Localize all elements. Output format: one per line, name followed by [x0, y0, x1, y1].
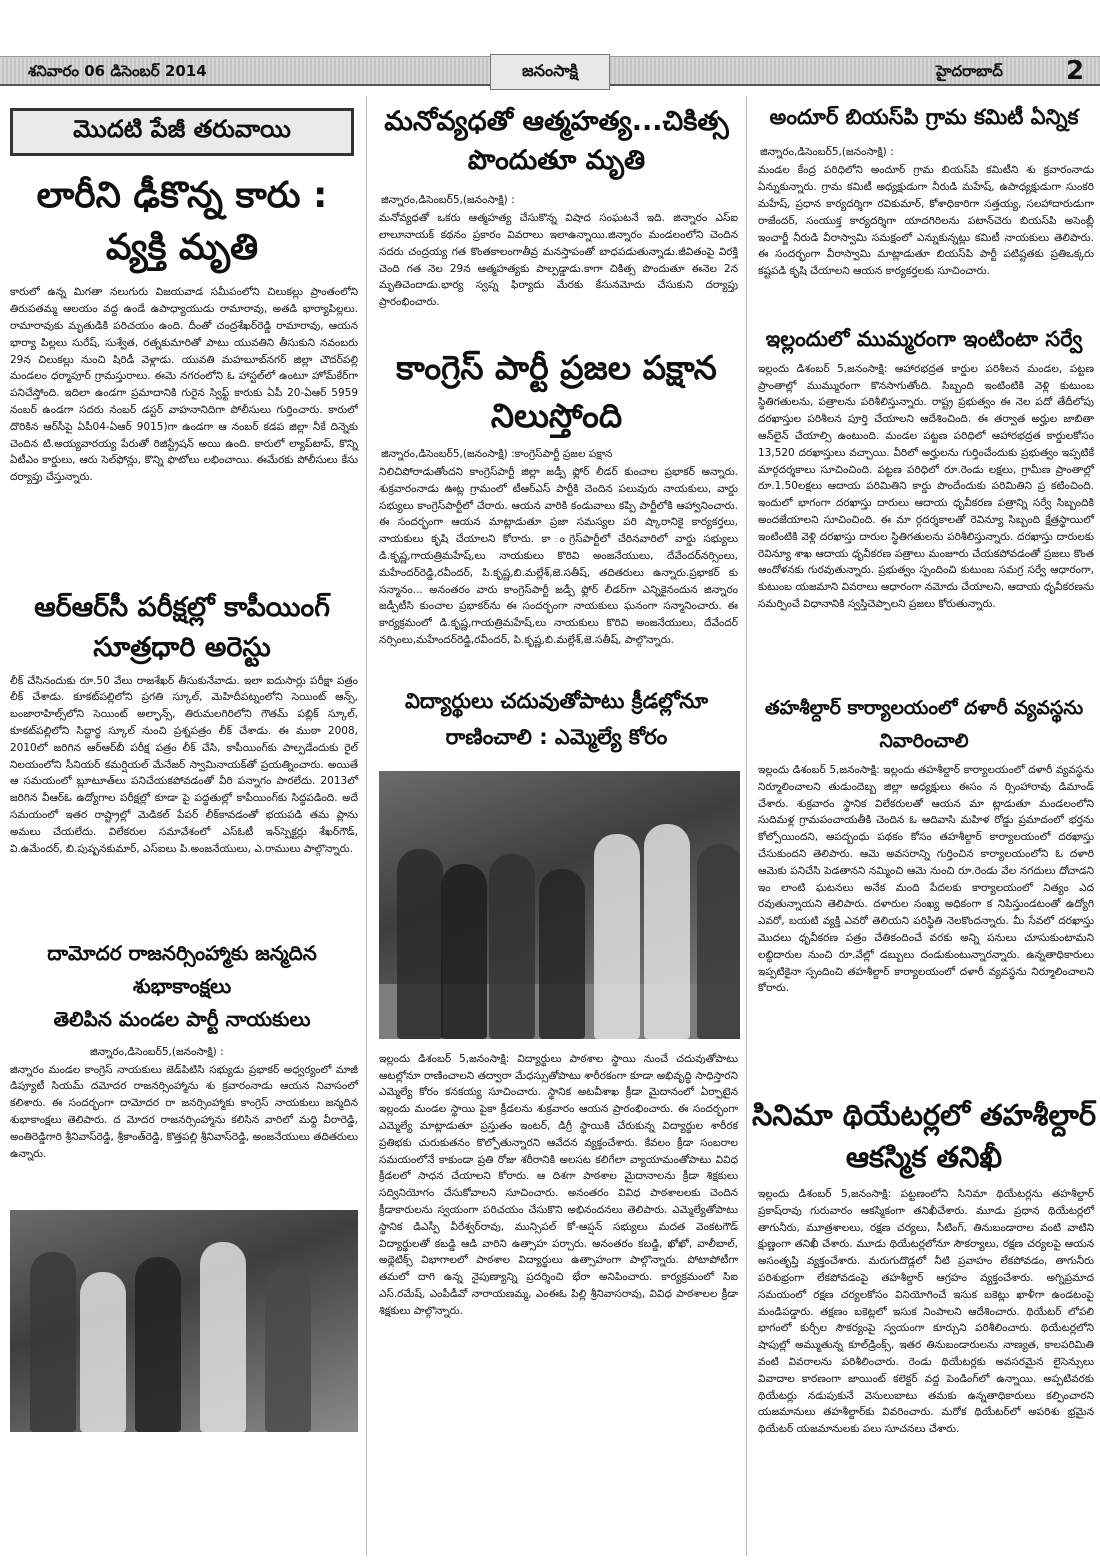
article-body: ఇల్లందు డిశంబర్ 5,జనంసాక్షి: విద్యార్థులు పాఠశాల స్థాయి నుంచే చదువుతోపాటు ఆటల్లోనూ రాణించాలని తద్వారా మేధస్సుతోపాటు శారీరకంగా కూడా అభివృద్ధి సాధిస్తారని ఎమ్మెల్యే కోరం కనకయ్య సూచించారు. స్థానిక అటవీశాఖ క్రీడా మైదానంలో ఏర్పాటైన ఇల్లందు మండల స్థాయి పైకా క్రీడలను శుక్రవారం ఆయన ప్రారంభించారు. ఈ సందర్భంగా ఎమ్మెల్యే మాట్లాడుతూ ప్రస్తుతం ఇంటర్, డిగ్రీ స్థాయికి చేరుకున్న విద్యార్థుల శారీరక ప్రతిభకు చురుకుతనం కొల్పోతున్నారని ఆవేదన వ్యక్తంచేశారు. కేవలం క్రీడా సంబరాల సమయంలోనే కాకుండా ప్రతి రోజు శరీరానికి అలసట కలిగేలా వ్యాయామంతోపాటు వివిధ క్రీడలలో సాధన చేయాలని కోరారు. ఆ దిశగా పాఠశాల మైదానాలను క్రీడా శిక్షకులు సద్వినియోగం చేసుకోవాలని సూచించారు. అనంతరం వివిధ పాఠశాలలకు చెందిన క్రీడాకారులను స్వయంగా పరిచయం చేసుకొని అభినందనలు తెలిపారు. ఎమ్మెల్యేతోపాటు స్థానిక డిఎస్పీ వీరేశ్వర్‌రావు, మున్సిపల్ కో-ఆప్షన్ సభ్యులు మదత వెంకటగౌడ్ విద్యార్థులతో కబడ్డి ఆడి వారిని ఉత్సాహ పర్చారు. అనంతరం కబడ్డి, ఖోఖో, వాలీబాల్, అథ్లెటిక్స్ విభాగాలలో పాఠశాల విద్యార్థులు ఉత్సాహంగా పాల్గొన్నారు. పోటాపోటీగా తమలో దాగి ఉన్న నైపుణ్యాన్ని ప్రదర్శించి భేరా అనిపించారు. కార్యక్రమంలో సిఐ ఎస్.రమేష్, ఎంపీడీవో నారాయణమ్మ, ఎంఈఓ పిల్లి శ్రీనివాసరావు, వివిధ పాఠశాలల క్రీడా శిక్షకులు పాల్గొన్నారు. [379, 1052, 738, 1317]
article-dateline: జిన్నారం,డిసెంబర్5,(జనంసాక్షి) : [760, 146, 894, 159]
birthday-wishes-photo [10, 1210, 358, 1432]
article-body: నిలిచిపోరాడుతోందని కాంగ్రెస్‌పార్టీ జిల్లా జడ్పీ ఫ్లోర్ లీడర్ కుంచాల ప్రభాకర్ అన్నారు. శుక్రవారంనాడు ఊట్ల గ్రామంలో టీఆర్ఎస్ పార్టీకి చెందిన పలువురు నాయకులు, వార్డు సభ్యులు కాంగ్రెస్‌పార్టీలో చేరారు. ఆయన వారికి కండువాలు కప్పి పార్టీలోకి ఆహ్వానించారు. ఈ సందర్భంగా ఆయన మాట్లాడుతూ ప్రజా సమస్యల పరి ష్కారానికై కార్యకర్తలు, నాయకులు కృషి చేయాలని కోరారు. కా ంగ్రెస్‌పార్టీలో చేరినవారిలో వార్డు సభ్యులు డి.కృష్ణ,గాయత్రిమహేష్,లు నాయకులు కొరివి అంజనేయులు, దేవేందర్‌నర్సింలు, మహేందర్‌రెడ్డి,రవీందర్, పి.కృష్ణ,బి.మల్లేశ్,జె.సతీష్, తదితరులు ఉన్నారు.ప్రభాకర్ కు సన్మానం... అనంతరం వారు కాంగ్రెస్‌పార్టీ జడ్పీ ఫ్లోర్ లీడర్‌గా ఎన్నికైనందున జిన్నారం జడ్పీటీసి కుంచాల ప్రభాకర్‌ను ఈ సందర్భంగా నాయకులు ఘనంగా సన్మానించారు. ఈ కార్యక్రమంలో డి.కృష్ణ,గాయత్రిమహేష్,లు నాయకులు కొరివి అంజనేయులు, దేవేందర్ నర్సింలు,మహేందర్‌రెడ్డి,రవీందర్, పి.కృష్ణ,బి.మల్లేశ్,జె.సతీష్, పాల్గొన్నారు. [379, 465, 738, 646]
article-headline-line2: ఆకస్మిక తనిఖీ [845, 1140, 1003, 1175]
article-headline: ఇల్లందులో ముమ్మరంగా ఇంటింటా సర్వే [765, 327, 1083, 352]
article-headline: మనోవ్యధతో ఆత్మహత్య...చికిత్స [384, 106, 729, 137]
column-left [0, 96, 364, 1432]
article-headline: విద్యార్థులు చదువుతోపాటు క్రీడల్లోనూ [404, 688, 709, 713]
column-divider [366, 96, 367, 1556]
article-headline-line3: తెలిపిన మండల పార్టీ నాయకులు [53, 1006, 311, 1031]
article-headline-line2: పొందుతూ మృతి [467, 145, 646, 177]
article-body: ఇల్లందు డిశంబర్ 5,జనంసాక్షి: ఆహారభద్రత కార్డుల పరిశీలన మండల, పట్టణ ప్రాంతాల్లో ముమ్మురంగా కొనసాగుతోంది. సిబ్బంది ఇంటింటికి వెళ్లి కుటుంబ స్థితిగతులను, పత్రాలను పరిశీలిస్తున్నారు. రాష్ట్ర ప్రభుత్వం ఈ నెల పదో తేదీలోపు దరఖాస్తుల పరిశీలన పూర్తి చేయాలని ఆదేశించింది. ఈ తర్వాత అర్హుల జాబితా ఆన్‌లైన్ చేయాల్సి ఉంటుంది. మండల పట్టణ పరిధిలో ఆహారభద్రత కార్డులకోసం 13,520 దరఖాస్తులు వచ్చాయి. వీరిలో అర్హులను గుర్తించేందుకు ప్రభుత్వం ఇప్పటికే మార్గదర్శకాలు సూచించింది. పట్టణ పరిధిలో రూ.రెండు లక్షలు, గ్రామీణ ప్రాంతాల్లో రూ.1.50లక్షలు ఆదాయ పరిమితిని కార్డు పొందేందుకు పరిమితిని ప్ర కటించింది. ఇందులో భాగంగా దరఖాస్తు దారులు ఆదాయ ధృవీకరణ పత్రాన్ని సర్వే సిబ్బందికి అందజేయాలని సూచించింది. ఈ మా ర్గదర్శకాలతో రెవిన్యూ సిబ్బంది క్షేత్రస్థాయిలో ఇంటింటికి వెళ్లి దరఖాస్తు దారుల స్థితిగతులను పరిశీలిస్తున్నారు. దరఖాస్తు దారులకు రెవిన్యూ శాఖ ఆదాయ ధృవీకరణ పత్రాలు మంజూరు చేయకపోవడంతో ప్రజలు కొంత ఆందోళనకు గురవుతున్నారు. ప్రభుత్వం స్పందించి కుటుంబ సమగ్ర సర్వే ఆధారంగా, కుటుంబ యజమాని వివరాలు ఆధారంగా నమోదు చేయాలని, ఆదాయ ధృవీకరణను సమర్పించే విధానానికి స్వస్తిచెప్పాలని ప్రజలు కోరుతున్నారు. [758, 362, 1094, 611]
column-divider [746, 96, 747, 1556]
article-dateline: జిన్నారం,డిసెంబర్5,(జనంసాక్షి) : [90, 1045, 224, 1058]
article-body: జిన్నారం మండల కాంగ్రెస్ నాయకులు జెడ్‌పిటిసి సభ్యుడు ప్రభాకర్ అధ్వర్యంలో మాజీ డిప్యూటీ సియమ్ దమోదర రాజనర్సింహ్మాను శు క్రవారంనాడు ఆయన నివాసంలో కలిశారు. ఈ సందర్భంగా దామోదర రా జనర్సింహ్మాకు కాంగ్రెస్ నాయకులు జన్మదిన శుభాకాంక్షలు తెలిపారు. ద మోదర రాజనర్సింహ్మాను కలిసిన వారిలో మధ్ది వీరారెడ్డి, అంతిరెడ్డిగారి శ్రీనివాస్‌రెడ్డి, శ్రీకాంత్‌రెడ్డి, కొత్తపల్లి శ్రీనివాస్‌రెడ్డి, అంజనేయులు తదితరులు ఉన్నారు. [10, 1063, 358, 1160]
article-body: మనోవ్యధతో ఒకరు ఆత్మహత్య చేసుకొన్న విషాద సంఘటనే ఇది. జిన్నారం ఎస్ఐ లాలూనాయక్ కథనం ప్రకారం వివరాలు ఇలాఉన్నాయి.జిన్నారం మండలంలోని చెందిన సదరు చంద్రయ్య గత కొంతకాలంగాతీవ్ర మనస్తాపంతో బాధపడుతున్నాడు.జీవితంపై విరక్తి చెంది గత నెల 29న ఆత్మహత్యకు పాల్పడ్డాడు.కాగా చికిత్స పొందుతూ ఈనెల 2న మృతిచెందాడు.భార్య స్వప్న ఫిర్యాదు మేరకు కేసునమోదు చేసుకుని దర్యాప్తు ప్రారంభించారు. [379, 212, 738, 309]
masthead [0, 0, 1100, 95]
article-body: మండల కేంద్ర పరిధిలోని అందూర్ గ్రామ బియస్‌పి కమిటీని శు క్రవారంనాడు ఏన్నుకున్నారు. గ్రామ కమిటీ అధ్యక్షుడుగా నీరుడి మహేష్, ఉపాధ్యక్షుడుగా సుంకరి మహేష్, ప్రధాన కార్యదర్శిగా రవికుమార్, కోశాధికారిగా సత్తయ్య, సలహాదారుడుగా రాజేందర్, సంయుక్త కార్యదర్శిగా యాదగిరిలను పటాన్‌చెరు బియస్‌పి అసెంబ్లీ ఇంచార్జీ నీరుడి వీరాస్వామి సమక్షంలో ఎన్నుకున్నట్లు కమిటీ నాయకులు తెలిపారు. ఈ సందర్భంగా వీరాస్వామి మాట్లాడుతూ బియస్‌పి పార్టీ పటిష్టతకు ప్రతిఒక్కరు కష్టపడి కృషి చేయాలని ఆయన కార్యకర్తలకు సూచించారు. [758, 164, 1094, 278]
article-dateline: జిన్నారం,డిసెంబర్5,(జనంసాక్షి) :కాంగ్రెస్‌పార్టీ ప్రజల పక్షాన [381, 447, 613, 460]
article-body: ఇల్లందు డిశంబర్ 5,జనంసాక్షి: పట్టణంలోని సినిమా థియేటర్లను తహశీల్దార్ ప్రకాష్‌రావు గురువారం ఆకస్మికంగా తనిఖీచేశారు. మూడు ప్రధాన థియేటర్లలో తాగునీరు, మూత్రశాలలు, రక్షణ చర్యలు, సీటింగ్, తినుబండారాల వంటి వాటిని క్షుణ్ణంగా తనిఖీ చేశారు. మూడు థియేటర్లలోనూ సౌకర్యాలు, రక్షణ చర్యలపై ఆయన అసంతృప్తి వ్యక్తంచేశారు. మరుగుదొడ్లలో నీటి ప్రవాహం లేకపోవడం, తాగునీరు పరిశుభ్రంగా లేకపోవడంపై తహశీల్దార్ ఆగ్రహం వ్యక్తంచేశారు. అగ్నిప్రమాద సమయంలో రక్షణ చర్యలకోసం వినియోగించే ఇసుక బకెట్లు ఖాళీగా ఉండటంపై మండిపడ్డారు. తక్షణం బకెట్లలో ఇసుక నింపాలని ఆదేశించారు. థియేటర్ లోపలి భాగంలో కుర్చీల సౌకర్యంపై స్వయంగా కూర్చుని పరిశీలించారు. థియేటర్లలోని షాపుల్లో అమ్ముతున్న కూల్‌డ్రింక్స్, ఇతర తినుబండారులను నాణ్యత, కాలపరిమితి వంటి వివరాలను పరిశీలించారు. రెండు థియేటర్లకు అవసరమైన లైసెన్సులు వివాదాల కారణంగా జాయింట్ కలెక్టర్ వద్ద పెండింగ్‌లో ఉన్నాయి. అప్పటివరకు థియేటర్లు నడుపుకునే వెసులుబాటు తమకు ఉన్నతాధికారులు కల్పించారని యజమానులు తహశీల్దార్‌కు వివరించారు. మరోక థియేటర్‌లో అపరిశు భ్రమైన థియేటర్ యజమానులకు పలు సూచనలు చేశారు. [758, 1188, 1094, 1436]
article-body: కారులో ఉన్న మిగతా నలుగురు విజయవాడ సమీపంలోని చిలుకల్లు ప్రాంతంలోని తిరుపతమ్మ ఆలయం వద్ద ఉండే ఉపాధ్యాయుడు రామారావు, అతడి భార్యాపిల్లలు. రామారావుకు మృతుడికి పరిచయం ఉంది. దీంతో చంద్రశేఖర్‌రెడ్డి రామారావు, ఆయన భార్యా పిల్లలు సురేష్, సుశ్వేత, రత్నకుమారితో పాటు యువతిని తీసుకుని నవంబరు 29న చిలుకల్లు నుంచి షిరిడీ వెళ్లాడు. యువతి మహబూబ్‌నగర్ జిల్లా చౌదర్‌పల్లి మండలం ధర్మాపూర్ గ్రామస్తురాలు. ఈమె నగరంలోని ఓ హాస్టల్‌లో ఉంటూ హోమ్‌కేర్‌గా పనిచేస్తోంది. ఇదిలా ఉండగా ప్రమాదానికి గురైన స్విఫ్ట్ కారుకు ఏపీ 20-ఏఆర్ 5959 నంబర్ ఉండగా సదరు నంబర్ డస్టర్ వాహనానిదిగా పోలీసులు గుర్తించారు. కారులో దొరికిన ఆర్‌సీపై ఏపీ04-ఏఆర్ 9015)గా ఉండగా ఆ నంబర్ కడప జిల్లా నీకే దిన్నెకు చెందిన టి.అయ్యవారయ్య పేరుతో రిజిస్ట్రేషన్ అయి ఉంది. కారులో ల్యాప్‌టాప్, కొన్ని ఏటీఎం కార్డులు, ఆరు సెల్‌ఫోన్లు, కొన్ని ఫొటోలు లభించాయి. ఈమేరకు పోలీసులు కేసు దర్యాప్తు చేస్తున్నారు. [10, 286, 358, 484]
column-middle [369, 96, 744, 1397]
page-number: 2 [1065, 56, 1085, 86]
article-headline: దామోదర రాజనర్సింహ్మాకు జన్మదిన [47, 940, 317, 965]
article-headline: లారీని ఢీకొన్న కారు : [36, 175, 328, 216]
newspaper-logo: జనంసాక్షి [490, 54, 610, 90]
article-headline: తహశీల్దార్ కార్యాలయంలో దళారీ వ్యవస్థను [764, 696, 1084, 719]
article-headline-line2: నిలుస్తోంది [490, 396, 623, 436]
article-headline: సినిమా థియేటర్లలో తహశీల్దార్ [751, 1097, 1097, 1132]
column-right [748, 96, 1100, 1516]
article-headline-line2: నివారించాలి [879, 730, 969, 753]
article-headline-line2: రాణించాలి : ఎమ్మెల్యే కోరం [445, 725, 668, 750]
sports-meet-photo [379, 771, 740, 1039]
issue-date: శనివారం 06 డిసెంబర్ 2014 [28, 62, 207, 80]
continued-banner: మొదటి పేజీ తరువాయి [10, 108, 354, 156]
article-headline: ఆర్ఆర్‌సీ పరీక్షల్లో కాపీయింగ్ [34, 592, 330, 624]
article-headline: అందూర్ బియస్‌పి గ్రామ కమిటీ ఏన్నిక [769, 105, 1079, 129]
article-headline-line2: వ్యక్తి మృతి [105, 227, 259, 269]
article-headline-line2: శుభాకాంక్షలు [132, 973, 232, 998]
article-body: ఇల్లందు డిశంబర్ 5,జనంసాక్షి: ఇల్లందు తహశీల్దార్ కార్యాలయంలో దళారీ వ్యవస్థను నిర్మూలించాలని తుడుందెబ్బ జిల్లా అధ్యక్షులు ఈసం న ర్సింహారావు డిమాండ్ చేశారు. శుక్రవారం స్థానిక విలేకరులతో ఆయన మా ట్లాడుతూ మండలంలోని సుదిమళ్ల గ్రామపంచాయతీకి చెందిన ఓ ఆదివాసి మహిళ రోడ్డు ప్రమాదంలో భర్తను కోల్పోయిందని, ఆపద్బంధు పథకం కోసం తహశీల్దార్ కార్యాలయంలో దరఖాస్తు చేసుకుందని తెలిపారు. ఆమె అవసరాన్ని గుర్తించిన కార్యాలయంలోని ఓ దళారి ఆమెకు పనిచేసి పెడతానని నమ్మించి ఆమె నుంచి రూ.రెండు వేల నగదులు దోచాడని ఇం లాంటి ఘటనలు అనేక మంది పేదలకు కార్యాలయంలో నిత్యం ఎద రవుతున్నాయని తెలిపారు. దళారుల సంఖ్య అధికంగా క నిపిస్తుండటంతో ఉద్యోగి ఎవరో, బయటి వ్యక్తి ఎవరో తెలియని పరిస్థితి నెలకొందన్నారు. మీ సేవలో దరఖాస్తు మొదలు ధృవీకరణ పత్రం చేతికందించే వరకు అన్ని పనులు చూసుకుంటామని లబ్ధిదారుల నుంచి రూ.వేల్లో డబ్బులు దండుకుంటున్నారన్నారు. ఉన్నతాధికారులు ఇప్పటికైనా స్పందించి తహశీల్దార్ కార్యాలయంలో దళారీ వ్యవస్థను నిర్మూలించాలని కోరారు. [758, 763, 1094, 995]
edition-city: హైదరాబాద్ [936, 62, 1003, 80]
article-headline: కాంగ్రెస్ పార్టీ ప్రజల పక్షాన [396, 348, 717, 388]
article-dateline: జిన్నారం,డిసెంబర్5,(జనంసాక్షి) : [381, 194, 515, 207]
article-body: లీక్ చేసినందుకు రూ.50 వేలు రాజశేఖర్ తీసుకునేవాడు. ఇలా ఐదుసార్లు పరీక్షా పత్రం లీక్ చేశాడు. కూకట్‌పల్లిలోని ప్రగతి స్కూల్, మెహిదీపట్నంలోని సెయింట్ ఆన్స్, బంజారాహిల్స్‌లోని సెయింట్ అల్ఫాన్స్, తిరుమలగిరిలోని గౌతమ్ పబ్లిక్ స్కూల్, కూకట్‌పల్లిలోని సిద్ధార్థ స్కూల్ నుంచి ప్రశ్నపత్రం లీక్ చేశాడు. ఈ ముఠా 2008, 2010లో జరిగిన ఆర్ఆర్‌బీ పరీక్ష పత్రం లీక్ చేసి, కాపీయింగ్‌కు పాల్పడేందుకు రైల్ నిలయంలోని సీనియర్ కమర్షియల్ మేనేజర్ స్వామినాయక్‌తో ప్రయత్నించారు. అయితే ఆ సమయంలో బ్లూటూత్‌లు పనిచేయకపోవడంతో వీరి పన్నాగం పారలేదు. 2013లో జరిగిన వీఆర్ఓ ఉద్యోగాల పరీక్షల్లో కూడా పై పద్ధతుల్లో కాపీయింగ్‌కు సిద్ధపడింది. అదే సమయంలో ఇతర రాష్ట్రాల్లో మెడికల్ పేపర్ లీక్‌కావడంతో భయపడి తమ ప్లాను అమలు చేయలేదు. విలేకరుల సమావేశంలో ఎస్‌ఓటీ ఇన్‌స్పెక్టర్లు శేఖర్‌గౌడ్, వి.ఉమేందర్, బి.పుష్పనకుమార్, ఎస్‌ఐలు పి.అంజనేయులు, ఎ.రాములు పాల్గొన్నారు. [10, 674, 358, 855]
article-headline-line2: సూత్రధారి అరెస్టు [93, 631, 271, 663]
